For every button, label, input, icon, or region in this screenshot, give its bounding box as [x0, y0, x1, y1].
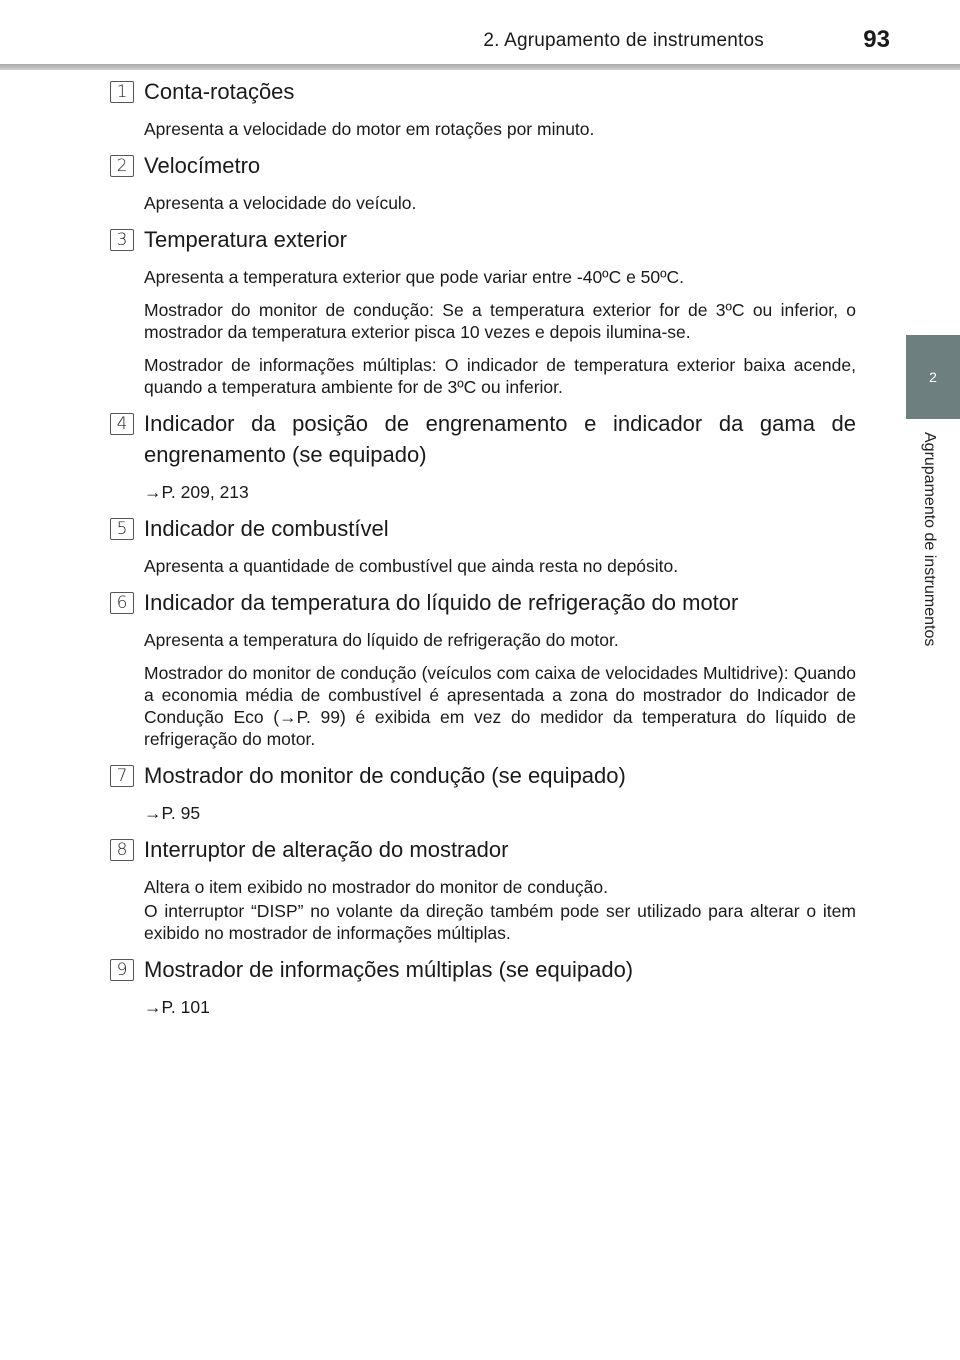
- item-description: O interruptor “DISP” no volante da direção também pode ser utilizado para alterar o item exibido no mostrador de informações múltiplas.: [144, 901, 856, 943]
- item-description: Apresenta a velocidade do veículo.: [144, 193, 417, 213]
- item-title: Interruptor de alteração do mostrador: [144, 837, 509, 862]
- item-title: Temperatura exterior: [144, 227, 347, 252]
- item-title: Indicador da temperatura do líquido de refrigeração do motor: [144, 590, 739, 615]
- item-description: Mostrador de informações múltiplas: O indicador de temperatura exterior baixa acende, quando a temperatura ambiente for de 3ºC ou inferior.: [144, 355, 856, 397]
- item-title: Velocímetro: [144, 153, 261, 178]
- page-number: 93: [863, 26, 890, 53]
- item-list: [110, 76, 856, 1028]
- item-description: Apresenta a velocidade do motor em rotações por minuto.: [144, 119, 595, 139]
- list-item: [110, 954, 856, 1018]
- item-title: Mostrador do monitor de condução (se equipado): [144, 763, 626, 788]
- item-title: Indicador da posição de engrenamento e indicador da gama de engrenamento (se equipado): [144, 411, 856, 467]
- header-divider: [0, 64, 960, 70]
- item-title: Mostrador de informações múltiplas (se equipado): [144, 957, 634, 982]
- list-item: [110, 760, 856, 824]
- item-number-badge: 4: [110, 413, 134, 435]
- list-item: [110, 513, 856, 577]
- running-header-title: 2. Agrupamento de instrumentos: [483, 30, 764, 51]
- item-number-badge: 2: [110, 155, 134, 177]
- item-number-badge: 9: [110, 959, 134, 981]
- item-number-badge: 8: [110, 839, 134, 861]
- page-reference-link[interactable]: →P. 209, 213: [144, 482, 249, 502]
- list-item: [110, 834, 856, 944]
- item-number-badge: 6: [110, 592, 134, 614]
- item-description: Apresenta a temperatura exterior que pode variar entre -40ºC e 50ºC.: [144, 267, 685, 287]
- chapter-tab[interactable]: [906, 335, 960, 419]
- list-item: [110, 150, 856, 214]
- item-number-badge: 7: [110, 765, 134, 787]
- item-title: Conta-rotações: [144, 79, 295, 104]
- page-reference-link[interactable]: →P. 101: [144, 997, 210, 1017]
- list-item: [110, 587, 856, 750]
- item-description: Apresenta a quantidade de combustível que ainda resta no depósito.: [144, 556, 679, 576]
- chapter-side-label: Agrupamento de instrumentos: [921, 432, 938, 647]
- item-description: Apresenta a temperatura do líquido de refrigeração do motor.: [144, 630, 619, 650]
- chapter-tab-number: 2: [929, 369, 937, 385]
- page-reference-link[interactable]: →P. 95: [144, 803, 201, 823]
- list-item: [110, 76, 856, 140]
- item-description: Mostrador do monitor de condução (veículos com caixa de velocidades Multidrive): Quando a economia média de combustível é apresentada a zona do mostrador do Indicador de Condução Eco (→P. 99) é exibida em vez do medidor da temperatura do líquido de refrigeração do motor.: [144, 663, 856, 749]
- item-description: Mostrador do monitor de condução: Se a temperatura exterior for de 3ºC ou inferior, o mostrador da temperatura exterior pisca 10 vezes e depois ilumina-se.: [144, 300, 856, 342]
- list-item: [110, 224, 856, 398]
- item-number-badge: 5: [110, 518, 134, 540]
- item-description: Altera o item exibido no mostrador do monitor de condução.: [144, 877, 609, 897]
- item-number-badge: 1: [110, 81, 134, 103]
- item-title: Indicador de combustível: [144, 516, 389, 541]
- list-item: [110, 408, 856, 503]
- item-number-badge: 3: [110, 229, 134, 251]
